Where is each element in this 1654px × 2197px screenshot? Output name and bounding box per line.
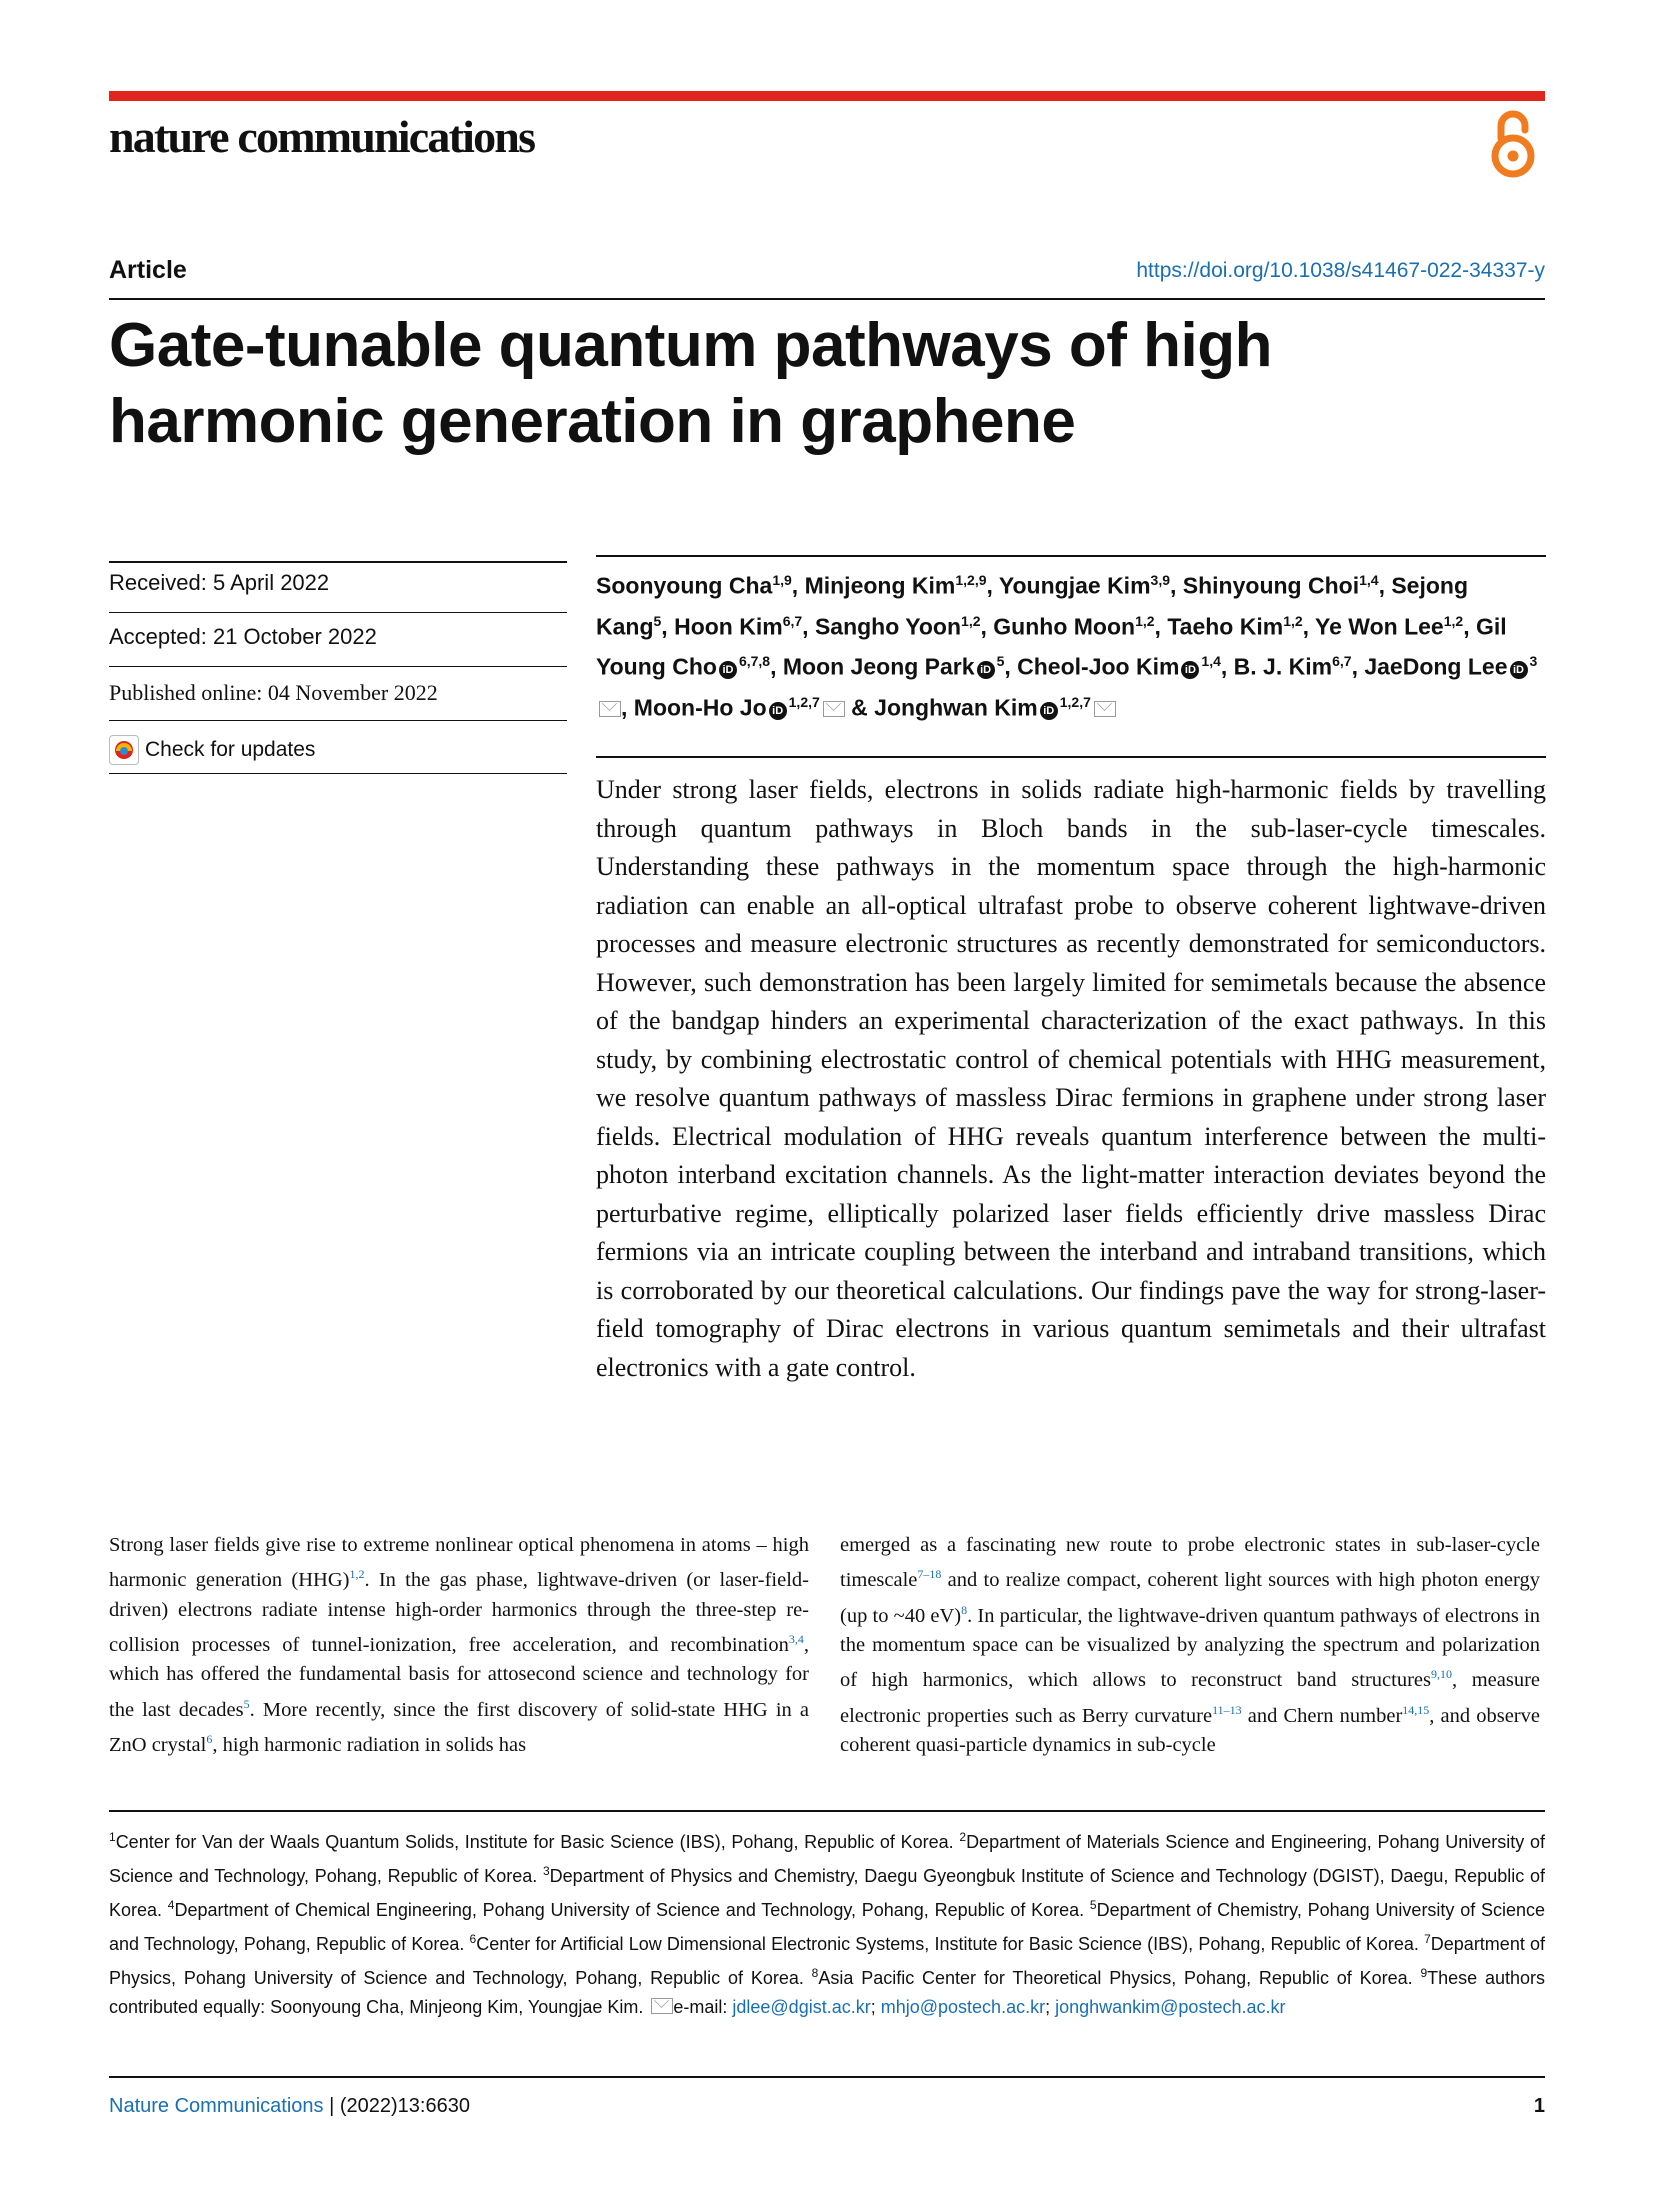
- published-date: Published online: 04 November 2022: [109, 680, 438, 705]
- author-name[interactable]: Moon-Ho Jo: [633, 694, 767, 721]
- footer-journal-link[interactable]: Nature Communications: [109, 2095, 324, 2117]
- author-name[interactable]: Jonghwan Kim: [874, 694, 1038, 721]
- author-affiliation-marker: 1,2: [1283, 612, 1303, 629]
- author-affiliation-marker: 6,7,8: [738, 653, 771, 670]
- doi-link[interactable]: https://doi.org/10.1038/s41467-022-34337-y: [1136, 259, 1545, 282]
- author-name[interactable]: Shinyoung Choi: [1182, 572, 1360, 599]
- author-name[interactable]: Minjeong Kim: [804, 572, 956, 599]
- author-affiliation-marker: 1,2: [1135, 612, 1155, 629]
- footer-rule: [109, 2076, 1545, 2078]
- dates-top-rule: [109, 561, 567, 563]
- author-name[interactable]: B. J. Kim: [1233, 653, 1333, 680]
- author-affiliation-marker: 5: [653, 612, 662, 629]
- email-link[interactable]: jonghwankim@postech.ac.kr: [1055, 1997, 1286, 2017]
- open-access-icon: [1488, 108, 1538, 180]
- affiliation-number: 7: [1424, 1932, 1431, 1946]
- author-name[interactable]: Taeho Kim: [1167, 613, 1284, 640]
- author-name[interactable]: Soonyoung Cha: [596, 572, 773, 599]
- affiliation-text: ;: [1045, 1997, 1056, 2017]
- affiliation-number: 4: [167, 1898, 175, 1912]
- author-affiliation-marker: 1,4: [1359, 572, 1379, 588]
- author-name[interactable]: Youngjae Kim: [998, 572, 1151, 599]
- author-name[interactable]: Gunho Moon: [993, 613, 1136, 640]
- author-affiliation-marker: 5: [996, 653, 1005, 670]
- check-for-updates-button[interactable]: [109, 735, 315, 765]
- footer-citation: [109, 2095, 470, 2118]
- affiliation-text: e-mail:: [673, 1997, 733, 2017]
- text-run: , measure electronic properties such as Berry curvature: [840, 1669, 1540, 1727]
- text-run: , high harmonic radiation in solids has: [212, 1733, 527, 1756]
- orcid-icon[interactable]: iD: [769, 702, 787, 720]
- mail-icon[interactable]: [599, 701, 621, 717]
- text-run: . In particular, the lightwave-driven quantum pathways of electrons in the momentum space can be visualized by analyzing the spectrum and polarization of high harmonics, which allows to reconstruct band structures: [840, 1604, 1540, 1692]
- header-red-bar: [109, 91, 1545, 101]
- affiliation-text: Department of Physics and Chemistry, Daegu Gyeongbuk Institute of Science and Technology (DGIST), Daegu, Republic of Korea.: [109, 1866, 1545, 1920]
- reference-marker[interactable]: 6: [206, 1731, 213, 1746]
- accepted-date: Accepted: 21 October 2022: [109, 624, 377, 649]
- authors-top-rule: [596, 555, 1546, 557]
- author-affiliation-marker: 3: [1529, 653, 1538, 670]
- author-name[interactable]: Gil Young Cho: [596, 613, 1507, 680]
- body-column-left: [109, 1531, 809, 1760]
- received-date: Received: 5 April 2022: [109, 570, 330, 595]
- author-name[interactable]: Sejong Kang: [596, 572, 1469, 640]
- author-name[interactable]: Cheol-Joo Kim: [1017, 653, 1180, 680]
- body-column-right: [840, 1531, 1540, 1760]
- article-title: Gate-tunable quantum pathways of high harmonic generation in graphene: [109, 311, 1272, 456]
- author-list: Soonyoung Cha$^{1,9}$, Minjeong Kim$^{1,2,9}$, Youngjae Kim$^{3,9}$, Shinyoung Choi$^{1,4}$, Sejong Kang$^5$, Hoon Kim$^{6,7}$, Sangho Yoon$^{1,2}$, Gunho Moon$^{1,2}$, Taeho Kim$^{1,2}$, Ye Won Lee$^{1,2}$, Gil Young Cho iD$^{6,7,8}$, Moon Jeong Park $iD^5$, Cheol-Joo Kim iD$^{1,4}$, B. J. Kim$^{6,7}$, JaeDong Lee $iD^3$, Moon-Ho Jo iD$^{1,2,7}$ & Jonghwan Kim iD$^{1,2,7}$: [596, 572, 1538, 721]
- text-run: , which has offered the fundamental basis for attosecond science and technology for the last decades: [109, 1633, 809, 1721]
- check-for-updates-icon: [109, 735, 139, 765]
- text-run: Strong laser fields give rise to extreme nonlinear optical phenomena in atoms – high harmonic generation (HHG): [109, 1534, 809, 1592]
- affiliation-text: Asia Pacific Center for Theoretical Physics, Pohang, Republic of Korea.: [818, 1968, 1421, 1988]
- footer-citation-text: | (2022)13:6630: [323, 2095, 470, 2117]
- text-run: , and observe coherent quasi-particle dynamics in sub-cycle: [840, 1704, 1540, 1756]
- reference-marker[interactable]: 9,10: [1430, 1667, 1452, 1682]
- text-run: and to realize compact, coherent light sources with high photon energy (up to ~40 eV): [840, 1569, 1540, 1627]
- author-name[interactable]: Moon Jeong Park: [782, 653, 975, 680]
- affiliation-number: 1: [109, 1830, 116, 1844]
- dates-divider-1: [109, 612, 567, 613]
- affiliation-text: Department of Physics, Pohang University of Science and Technology, Pohang, Republic of Korea.: [109, 1934, 1545, 1988]
- orcid-icon[interactable]: iD: [977, 661, 995, 679]
- reference-marker[interactable]: 14,15: [1402, 1702, 1430, 1717]
- abstract-text: Under strong laser fields, electrons in solids radiate high-harmonic fields by travelling through quantum pathways in Bloch bands in the sub-laser-cycle timescales. Understanding these pathways in the momentum space through the high-harmonic radiation can enable an all-optical ultrafast probe to observe coherent lightwave-driven processes and measure electronic structures as recently demonstrated for semiconductors. However, such demonstration has been largely limited for semimetals because the absence of the bandgap hinders an experimental characterization of the exact pathways. In this study, by combining electrostatic control of chemical potentials with HHG measurement, we resolve quantum pathways of massless Dirac fermions in graphene under strong laser fields. Electrical modulation of HHG reveals quantum interference between the multi-photon interband excitation channels. As the light-matter interaction deviates beyond the perturbative regime, elliptically polarized laser fields efficiently drive massless Dirac fermions via an intricate coupling between the interband and intraband transitions, which is corroborated by our theoretical calculations. Our findings pave the way for strong-laser-field tomography of Dirac electrons in various quantum semimetals and their ultrafast electronics with a gate control.: [596, 775, 1546, 1382]
- affiliation-text: ;: [870, 1997, 881, 2017]
- email-link[interactable]: jdlee@dgist.ac.kr: [732, 1997, 871, 2017]
- reference-marker[interactable]: 7–18: [917, 1567, 942, 1582]
- reference-marker[interactable]: 11–13: [1212, 1702, 1242, 1717]
- dates-bottom-rule: [109, 773, 567, 774]
- affiliation-number: 9: [1420, 1966, 1428, 1980]
- author-name[interactable]: JaeDong Lee: [1364, 653, 1508, 680]
- affiliation-number: 5: [1089, 1898, 1097, 1912]
- author-name[interactable]: Hoon Kim: [674, 613, 783, 640]
- reference-marker[interactable]: 3,4: [788, 1632, 804, 1647]
- author-affiliation-marker: 1,2,9: [955, 572, 987, 588]
- author-affiliation-marker: 6,7: [1332, 653, 1352, 670]
- author-name[interactable]: Ye Won Lee: [1315, 613, 1444, 640]
- author-affiliation-marker: 1,4: [1201, 653, 1221, 670]
- affiliation-text: Department of Chemical Engineering, Pohang University of Science and Technology, Pohang, Republic of Korea.: [174, 1900, 1090, 1920]
- author-affiliation-marker: 1,2: [961, 612, 981, 629]
- affiliation-text: Center for Van der Waals Quantum Solids, Institute for Basic Science (IBS), Pohang, Republic of Korea.: [115, 1832, 960, 1852]
- author-affiliation-marker: 1,9: [772, 572, 792, 588]
- author-affiliation-marker: 1,2: [1443, 612, 1464, 629]
- affiliation-number: 3: [542, 1864, 550, 1878]
- mail-icon: [651, 1998, 673, 2014]
- affiliations: [109, 1823, 1545, 2022]
- affiliation-text: These authors contributed equally: Soonyoung Cha, Minjeong Kim, Youngjae Kim.: [109, 1968, 1546, 2017]
- reference-marker[interactable]: 1,2: [349, 1567, 365, 1582]
- affiliation-text: Center for Artificial Low Dimensional Electronic Systems, Institute for Basic Science (IBS), Pohang, Republic of Korea.: [476, 1934, 1425, 1954]
- orcid-icon[interactable]: iD: [1510, 661, 1528, 679]
- affiliation-text: Department of Chemistry, Pohang University of Science and Technology, Pohang, Republic of Korea.: [109, 1900, 1545, 1954]
- email-link[interactable]: mhjo@postech.ac.kr: [880, 1997, 1046, 2017]
- reference-marker[interactable]: 5: [243, 1696, 250, 1711]
- mail-icon[interactable]: [1094, 701, 1116, 717]
- affiliation-number: 8: [811, 1966, 819, 1980]
- orcid-icon[interactable]: iD: [1181, 661, 1199, 679]
- affiliation-number: 6: [469, 1932, 477, 1946]
- orcid-icon[interactable]: iD: [1040, 702, 1058, 720]
- reference-marker[interactable]: 8: [961, 1602, 968, 1617]
- affiliation-text: Department of Materials Science and Engineering, Pohang University of Science and Technology, Pohang, Republic of Korea.: [109, 1832, 1546, 1886]
- journal-name: nature communications: [109, 111, 535, 162]
- dates-divider-2: [109, 666, 567, 667]
- check-for-updates-label: Check for updates: [145, 738, 316, 761]
- title-top-rule: [109, 298, 1545, 300]
- page-number: 1: [1533, 2095, 1545, 2117]
- author-affiliation-marker: 1,2,7: [1059, 693, 1091, 710]
- abstract-top-rule: [596, 756, 1546, 758]
- orcid-icon[interactable]: iD: [719, 661, 737, 679]
- dates-divider-3: [109, 720, 567, 721]
- text-run: . In the gas phase, lightwave-driven (or laser-field-driven) electrons radiate intense high-order harmonics through the three-step re-collision processes of tunnel-ionization, free acceleration, and recombination: [109, 1569, 809, 1656]
- text-run: emerged as a fascinating new route to probe electronic states in sub-laser-cycle timescale: [840, 1534, 1540, 1592]
- article-type-label: Article: [109, 256, 187, 284]
- text-run: and Chern number: [1241, 1704, 1403, 1727]
- mail-icon[interactable]: [823, 701, 845, 717]
- author-affiliation-marker: 1,2,7: [788, 693, 820, 710]
- affiliation-number: 2: [959, 1830, 967, 1844]
- author-affiliation-marker: 6,7: [782, 612, 803, 629]
- affiliations-top-rule: [109, 1810, 1545, 1812]
- text-run: . More recently, since the first discovery of solid-state HHG in a ZnO crystal: [109, 1698, 809, 1756]
- author-affiliation-marker: 3,9: [1150, 572, 1170, 588]
- author-name[interactable]: Sangho Yoon: [814, 613, 962, 640]
